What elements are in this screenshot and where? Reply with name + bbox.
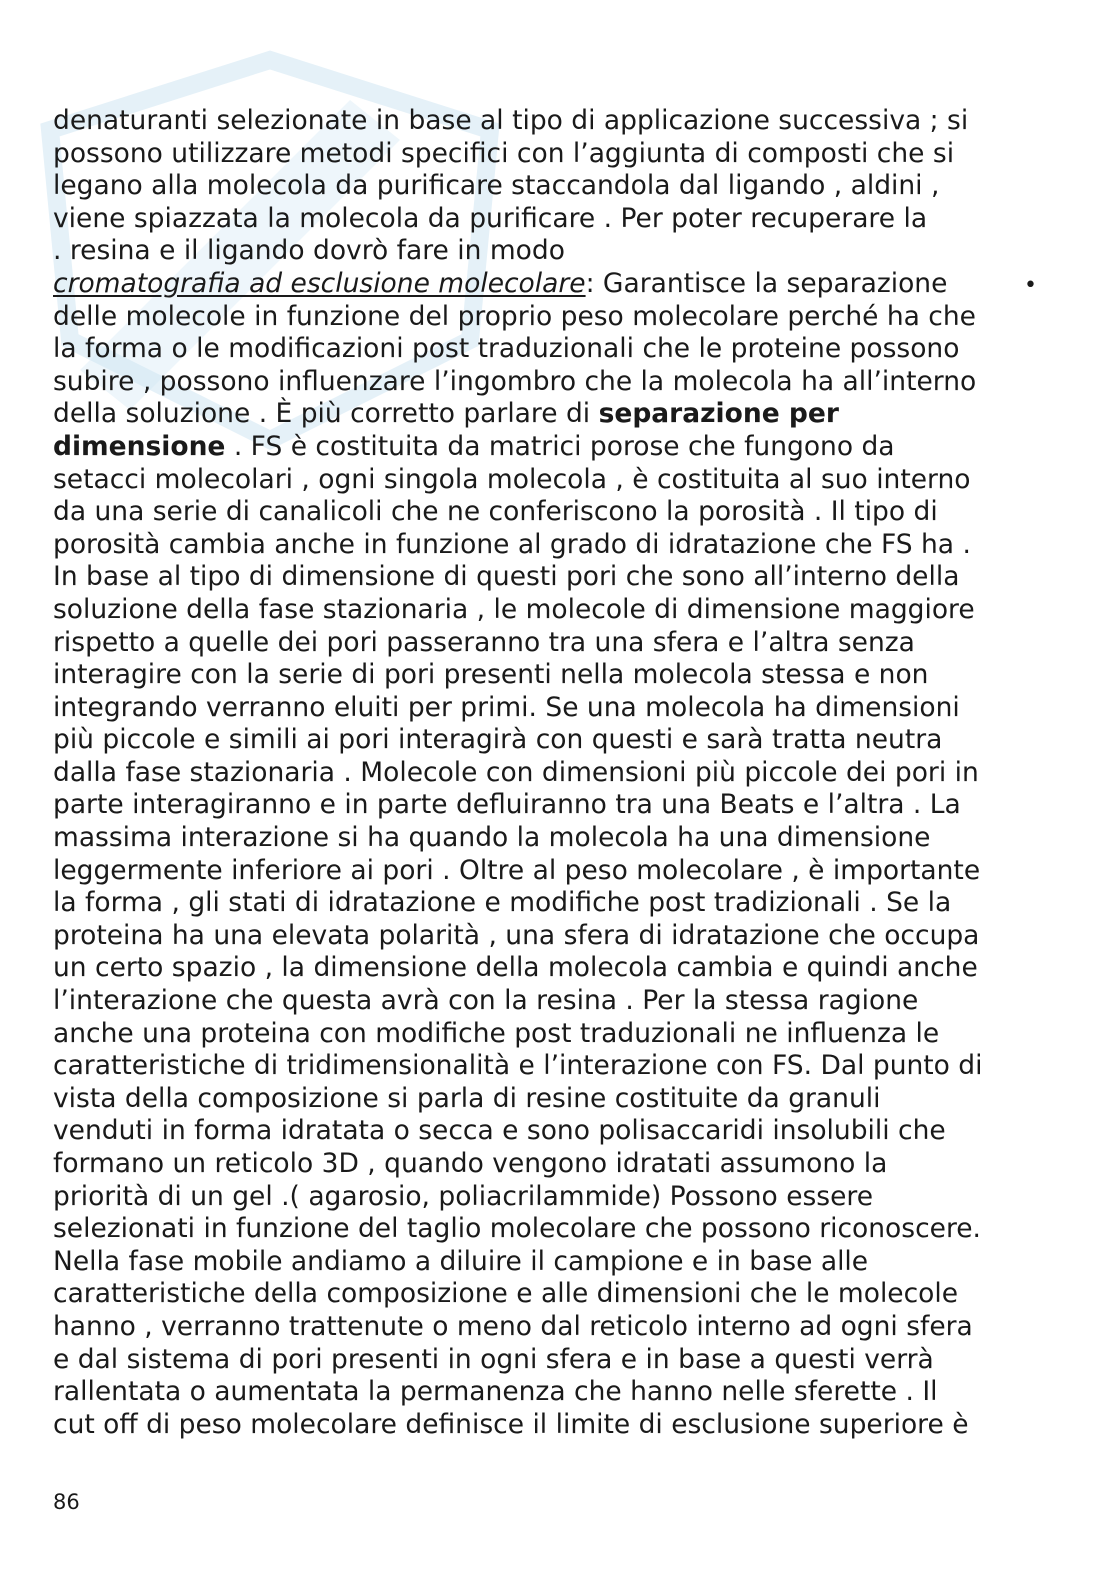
text-line-1: denaturanti selezionate in base al tipo di applicazione successiva ; si — [53, 105, 969, 136]
text-line-26: proteina ha una elevata polarità , una sfera di idratazione che occupa — [53, 919, 980, 951]
text-line-36: Nella fase mobile andiamo a diluire il campione e in base alle — [53, 1245, 869, 1277]
text-line-40: rallentata o aumentata la permanenza che hanno nelle sferette . Il — [53, 1376, 938, 1408]
text-line-10 — [53, 398, 1053, 431]
text-line-23: massima interazione si ha quando la molecola ha una dimensione — [53, 822, 931, 854]
text-line-4: viene spiazzata la molecola da purificare . Per poter recuperare la — [53, 202, 928, 234]
text-line-3: legano alla molecola da purificare staccandola dal ligando , aldini , — [53, 170, 940, 202]
text-line-9: subire , possono influenzare l’ingombro che la molecola ha all’interno — [53, 365, 977, 397]
text-line-38: hanno , verranno trattenute o meno dal reticolo interno ad ogni sfera — [53, 1310, 973, 1342]
bullet-marker: • — [1024, 273, 1037, 298]
section-heading-rest: : Garantisce la separazione — [585, 267, 948, 299]
text-line-24: leggermente inferiore ai pori . Oltre al peso molecolare , è importante — [53, 854, 981, 886]
text-line-5: . resina e il ligando dovrò fare in modo — [53, 235, 565, 267]
text-line-35: selezionati in funzione del taglio molecolare che possono riconoscere. — [53, 1213, 981, 1245]
text-line-27: un certo spazio , la dimensione della molecola cambia e quindi anche — [53, 952, 978, 984]
text-line-7: delle molecole in funzione del proprio peso molecolare perché ha che — [53, 300, 976, 332]
text-line-11 — [53, 431, 1053, 464]
text-line-28: l’interazione che questa avrà con la resina . Per la stessa ragione — [53, 985, 919, 1017]
page-number: 86 — [53, 1490, 80, 1514]
text-line-18: interagire con la serie di pori presenti nella molecola stessa e non — [53, 659, 929, 691]
text-line-17: rispetto a quelle dei pori passeranno tra una sfera e l’altra senza — [53, 626, 915, 658]
text-line-29: anche una proteina con modifiche post traduzionali ne influenza le — [53, 1017, 940, 1049]
text-line-11-rest: . FS è costituita da matrici porose che fungono da — [225, 430, 895, 462]
text-line-34: priorità di un gel .( agarosio, poliacrilammide) Possono essere — [53, 1180, 874, 1212]
text-line-22: parte interagiranno e in parte defluiranno tra una Beats e l’altra . La — [53, 789, 961, 821]
text-line-25: la forma , gli stati di idratazione e modifiche post tradizionali . Se la — [53, 887, 952, 919]
body-text — [53, 105, 1053, 1441]
text-line-33: formano un reticolo 3D , quando vengono idratati assumono la — [53, 1148, 888, 1179]
bold-term-part2: dimensione — [53, 430, 226, 462]
text-line-16: soluzione della fase stazionaria , le molecole di dimensione maggiore — [53, 593, 975, 625]
text-line-41: cut off di peso molecolare definisce il limite di esclusione superiore è — [53, 1408, 969, 1440]
text-line-13: da una serie di canalicoli che ne conferiscono la porosità . Il tipo di — [53, 496, 938, 528]
section-heading-line — [53, 268, 1053, 301]
text-line-19: integrando verranno eluiti per primi. Se una molecola ha dimensioni — [53, 691, 960, 723]
text-line-21: dalla fase stazionaria . Molecole con dimensioni più piccole dei pori in — [53, 756, 979, 788]
bold-term-part1: separazione per — [598, 398, 839, 430]
text-line-39: e dal sistema di pori presenti in ogni sfera e in base a questi verrà — [53, 1343, 934, 1375]
section-heading-term: cromatografia ad esclusione molecolare — [53, 267, 586, 299]
text-line-8: la forma o le modificazioni post traduzionali che le proteine possono — [53, 333, 960, 365]
text-line-15: In base al tipo di dimensione di questi pori che sono all’interno della — [53, 561, 960, 593]
text-line-30: caratteristiche di tridimensionalità e l’interazione con FS. Dal punto di — [53, 1050, 983, 1082]
text-line-2: possono utilizzare metodi specifici con l’aggiunta di composti che si — [53, 137, 955, 169]
text-line-31: vista della composizione si parla di resine costituite da granuli — [53, 1082, 881, 1114]
text-line-10-start: della soluzione . È più corretto parlare di — [53, 398, 599, 430]
text-line-12: setacci molecolari , ogni singola molecola , è costituita al suo interno — [53, 463, 971, 495]
text-line-14: porosità cambia anche in funzione al grado di idratazione che FS ha . — [53, 528, 971, 560]
text-line-32: venduti in forma idratata o secca e sono polisaccaridi insolubili che — [53, 1115, 946, 1147]
text-line-37: caratteristiche della composizione e alle dimensioni che le molecole — [53, 1278, 959, 1310]
text-line-20: più piccole e simili ai pori interagirà con questi e sarà tratta neutra — [53, 724, 943, 756]
